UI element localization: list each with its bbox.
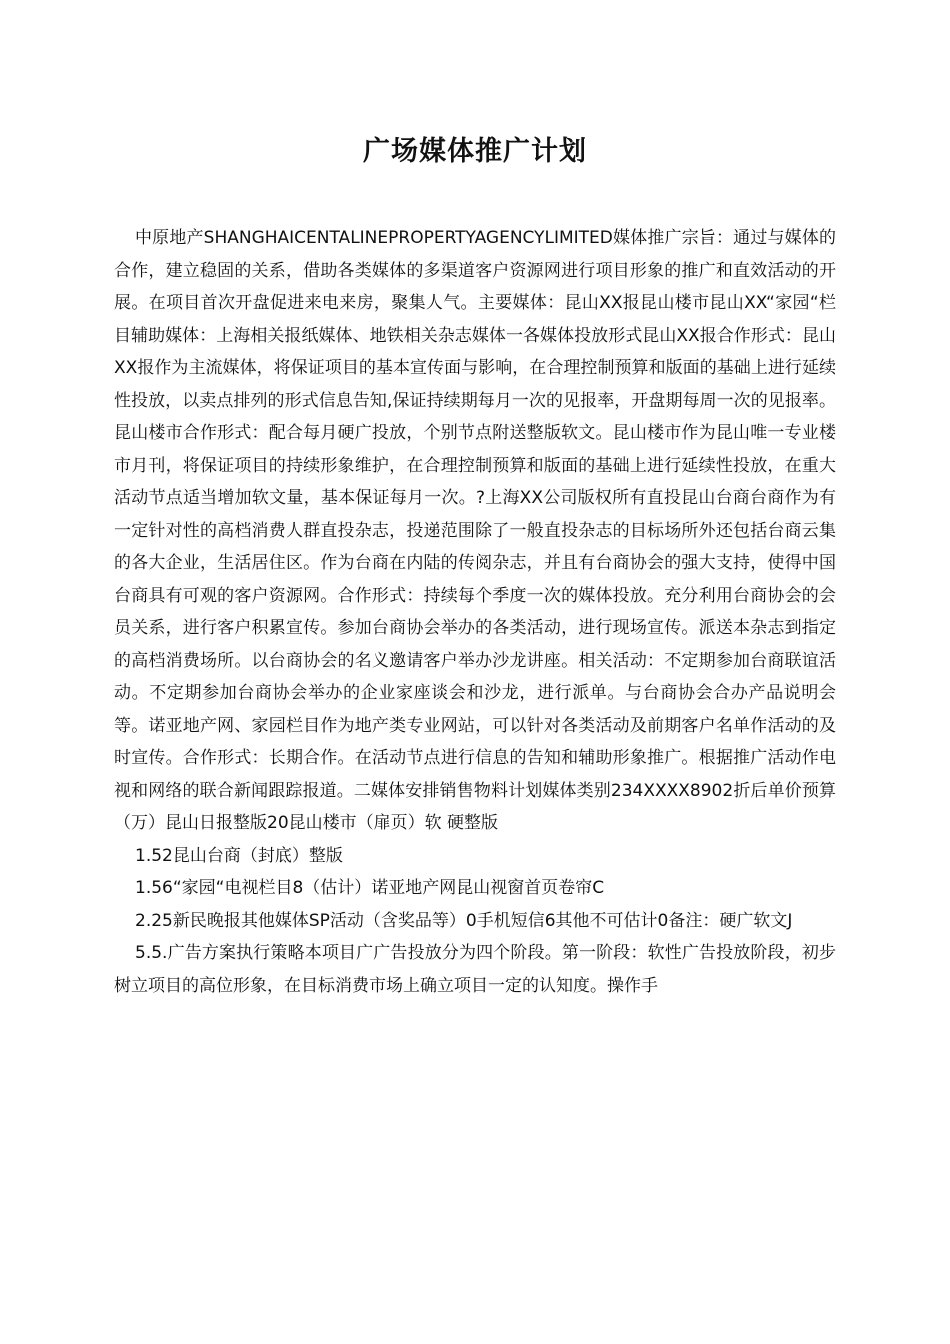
body-paragraph-jiayuan-tv: 1.56“家园“电视栏目8（估计）诺亚地产网昆山视窗首页卷帘C — [135, 878, 605, 898]
document-body — [114, 222, 836, 1002]
body-paragraph-xinmin-evening: 2.25新民晚报其他媒体SP活动（含奖品等）0手机短信6其他不可估计0备注：硬广软文J — [135, 910, 793, 931]
body-paragraph-kunshan-taishang: 1.52昆山台商（封底）整版 — [135, 845, 343, 866]
body-paragraph-execution-strategy: 5.5.广告方案执行策略本项目广广告投放分为四个阶段。第一阶段：软性广告投放阶段，初步树立项目的高位形象，在目标消费市场上确立项目一定的认知度。操作手 — [114, 943, 836, 996]
body-paragraph-intro: 中原地产SHANGHAICENTALINEPROPERTYAGENCYLIMITED媒体推广宗旨：通过与媒体的合作，建立稳固的关系，借助各类媒体的多渠道客户资源网进行项目形象的推广和直效活动的开展。在项目首次开盘促进来电来房，聚集人气。主要媒体：昆山XX报昆山楼市昆山XX“家园“栏目辅助媒体：上海相关报纸媒体、地铁相关杂志媒体一各媒体投放形式昆山XX报合作形式：昆山XX报作为主流媒体，将保证项目的基本宣传面与影响，在合理控制预算和版面的基础上进行延续性投放，以卖点排列的形式信息告知,保证持续期每月一次的见报率，开盘期每周一次的见报率。昆山楼市合作形式：配合每月硬广投放，个别节点附送整版软文。昆山楼市作为昆山唯一专业楼市月刊，将保证项目的持续形象维护，在合理控制预算和版面的基础上进行延续性投放，在重大活动节点适当增加软文量，基本保证每月一次。?上海XX公司版权所有直投昆山台商台商作为有一定针对性的高档消费人群直投杂志，投递范围除了一般直投杂志的目标场所外还包括台商云集的各大企业，生活居住区。作为台商在内陆的传阅杂志，并且有台商协会的强大支持，使得中国台商具有可观的客户资源网。合作形式：持续每个季度一次的媒体投放。充分利用台商协会的会员关系，进行客户积累宣传。参加台商协会举办的各类活动，进行现场宣传。派送本杂志到指定的高档消费场所。以台商协会的名义邀请客户举办沙龙讲座。相关活动：不定期参加台商联谊活动。不定期参加台商协会举办的企业家座谈会和沙龙，进行派单。与台商协会合办产品说明会等。诺亚地产网、家园栏目作为地产类专业网站，可以针对各类活动及前期客户名单作活动的及时宣传。合作形式：长期合作。在活动节点进行信息的告知和辅助形象推广。根据推广活动作电视和网络的联合新闻跟踪报道。二媒体安排销售物料计划媒体类别234XXXX8902折后单价预算（万）昆山日报整版20昆山楼市（扉页）软 硬整版 — [114, 228, 836, 833]
document-title: 广场媒体推广计划 — [363, 136, 587, 167]
